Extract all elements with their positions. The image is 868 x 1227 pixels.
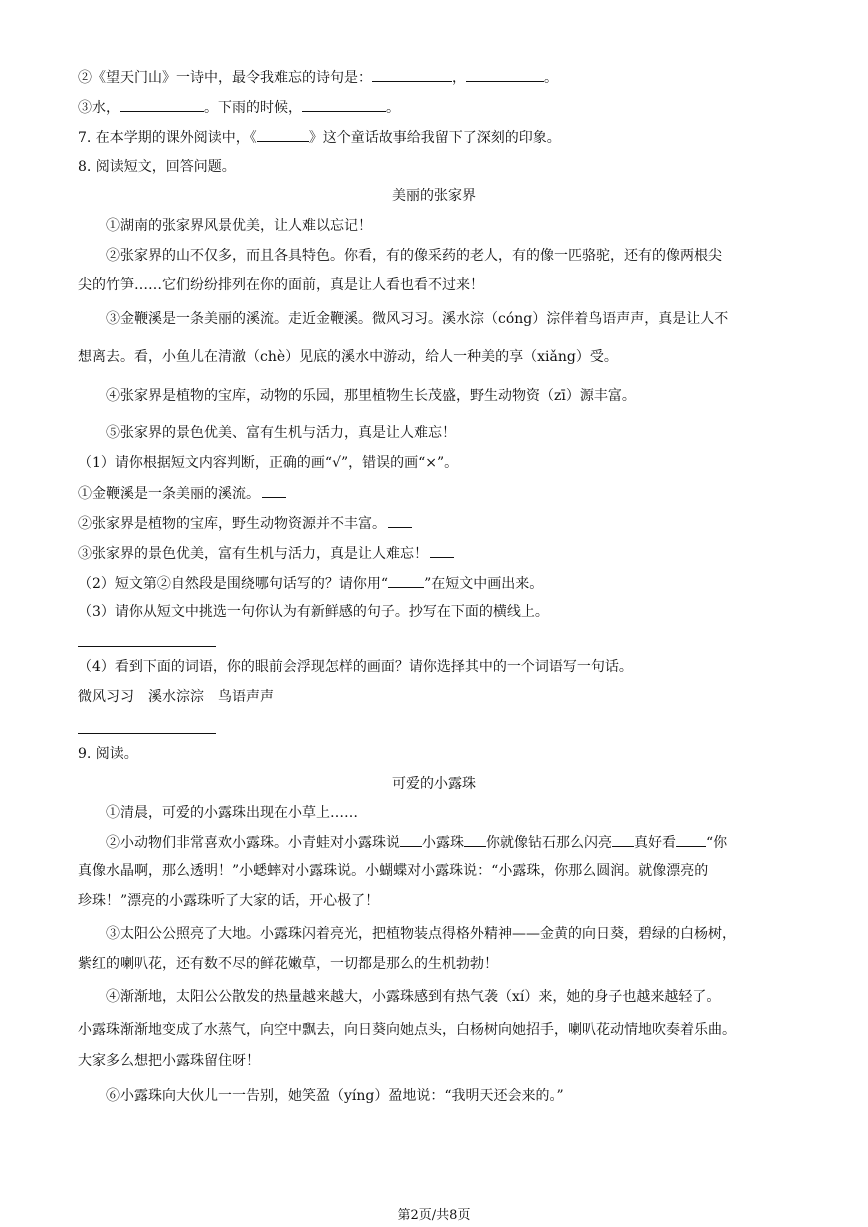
q8-sub2-a: （2）短文第②自然段是围绕哪句话写的？请你用“ — [78, 576, 389, 592]
q9-p2a-2: 小露珠 — [422, 835, 464, 851]
q6-line3 — [78, 97, 400, 118]
q8-sub4: （4）看到下面的词语，你的眼前会浮现怎样的画面？请你选择其中的一个词语写一句话。 — [78, 659, 633, 675]
punct-blank[interactable] — [612, 832, 634, 847]
q9-p4c: 大家多么想把小露珠留住呀！ — [78, 1053, 260, 1069]
q8-prompt: 8. 阅读短文，回答问题。 — [78, 159, 236, 175]
judge-text: ③张家界的景色优美，富有生机与活力，真是让人难忘！ — [78, 546, 428, 562]
q8-p4: ④张家界是植物的宝库，动物的乐园，那里植物生长茂盛，野生动物资（zī）源丰富。 — [106, 388, 636, 404]
q6-line2-text: ②《望天门山》一诗中，最令我难忘的诗句是： — [78, 70, 372, 86]
judge-text: ②张家界是植物的宝库，野生动物资源并不丰富。 — [78, 516, 386, 532]
q9-p3b: 紫红的喇叭花，还有数不尽的鲜花嫩草，一切都是那么的生机勃勃！ — [78, 956, 498, 972]
answer-line[interactable] — [78, 646, 216, 647]
q9-p2a-3: 你就像钻石那么闪亮 — [486, 835, 612, 851]
q7-text-a: 7. 在本学期的课外阅读中，《 — [78, 130, 257, 146]
q9-prompt: 9. 阅读。 — [78, 746, 138, 762]
blank[interactable] — [257, 127, 309, 142]
q8-judge-2 — [78, 513, 412, 534]
q9-title: 可爱的小露珠 — [392, 776, 476, 792]
blank[interactable] — [466, 67, 544, 82]
q9-p2a — [106, 832, 727, 853]
q6-line3-end: 。 — [386, 100, 400, 116]
judge-text: ①金鞭溪是一条美丽的溪流。 — [78, 486, 260, 502]
q9-p4a: ④渐渐地，太阳公公散发的热量越来越大，小露珠感到有热气袭（xí）来，她的身子也越来越轻了。 — [106, 989, 721, 1005]
q6-line3-a: ③水， — [78, 100, 120, 116]
q6-line2-sep: ， — [452, 70, 466, 86]
q7-line — [78, 127, 561, 148]
q8-sub2 — [78, 573, 543, 594]
q8-words: 微风习习 溪水淙淙 鸟语声声 — [78, 689, 274, 705]
q8-title: 美丽的张家界 — [392, 188, 476, 204]
q6-line3-b: 。下雨的时候， — [204, 100, 302, 116]
q6-line2-end: 。 — [544, 70, 558, 86]
answer-blank[interactable] — [430, 543, 454, 558]
blank[interactable] — [120, 97, 204, 112]
q9-p2a-1: ②小动物们非常喜欢小露珠。小青蛙对小露珠说 — [106, 835, 400, 851]
q8-p3a: ③金鞭溪是一条美丽的溪流。走近金鞭溪。微风习习。溪水淙（cóng）淙伴着鸟语声声，真是让人不 — [106, 311, 729, 327]
q8-p1: ①湖南的张家界风景优美，让人难以忘记！ — [106, 218, 372, 234]
q8-judge-1 — [78, 483, 286, 504]
q7-text-b: 》这个童话故事给我留下了深刻的印象。 — [308, 130, 561, 146]
q8-sub1: （1）请你根据短文内容判断，正确的画“√”，错误的画“×”。 — [78, 455, 459, 471]
blank[interactable] — [302, 97, 386, 112]
q8-p3b: 想离去。看，小鱼儿在清澈（chè）见底的溪水中游动，给人一种美的享（xiǎng）受。 — [78, 349, 618, 365]
q9-p4b: 小露珠渐渐地变成了水蒸气，向空中飘去，向日葵向她点头，白杨树向她招手，喇叭花动情地吹奏着乐曲。 — [78, 1022, 736, 1038]
blank[interactable] — [372, 67, 452, 82]
q8-p2b: 尖的竹笋……它们纷纷排列在你的面前，真是让人看也看不过来！ — [78, 277, 484, 293]
answer-blank[interactable] — [388, 513, 412, 528]
punct-blank[interactable] — [676, 832, 706, 847]
underline-sample — [388, 573, 424, 588]
q9-p3a: ③太阳公公照亮了大地。小露珠闪着亮光，把植物装点得格外精神——金黄的向日葵，碧绿的白杨树， — [106, 926, 736, 942]
q9-p1: ①清晨，可爱的小露珠出现在小草上…… — [106, 805, 358, 821]
answer-blank[interactable] — [262, 483, 286, 498]
page-number: 第2页/共8页 — [397, 1208, 471, 1223]
q9-p2b: 真像水晶啊，那么透明！”小蟋蟀对小露珠说。小蝴蝶对小露珠说：“小露珠，你那么圆润。就像漂亮的 — [78, 863, 709, 879]
q9-p2c: 珍珠！”漂亮的小露珠听了大家的话，开心极了！ — [78, 893, 380, 909]
q8-p2a: ②张家界的山不仅多，而且各具特色。你看，有的像采药的老人，有的像一匹骆驼，还有的像两根尖 — [106, 248, 722, 264]
q8-sub2-b: ”在短文中画出来。 — [424, 576, 544, 592]
punct-blank[interactable] — [400, 832, 422, 847]
q6-line2 — [78, 67, 558, 88]
answer-line[interactable] — [78, 733, 216, 734]
punct-blank[interactable] — [464, 832, 486, 847]
q9-p2a-4: 真好看 — [634, 835, 676, 851]
q9-p2a-5: “你 — [706, 835, 728, 851]
q8-p5: ⑤张家界的景色优美、富有生机与活力，真是让人难忘！ — [106, 425, 456, 441]
q8-judge-3 — [78, 543, 454, 564]
q8-sub3: （3）请你从短文中挑选一句你认为有新鲜感的句子。抄写在下面的横线上。 — [78, 604, 549, 620]
q9-p6: ⑥小露珠向大伙儿一一告别，她笑盈（yíng）盈地说：“我明天还会来的。” — [106, 1088, 564, 1104]
